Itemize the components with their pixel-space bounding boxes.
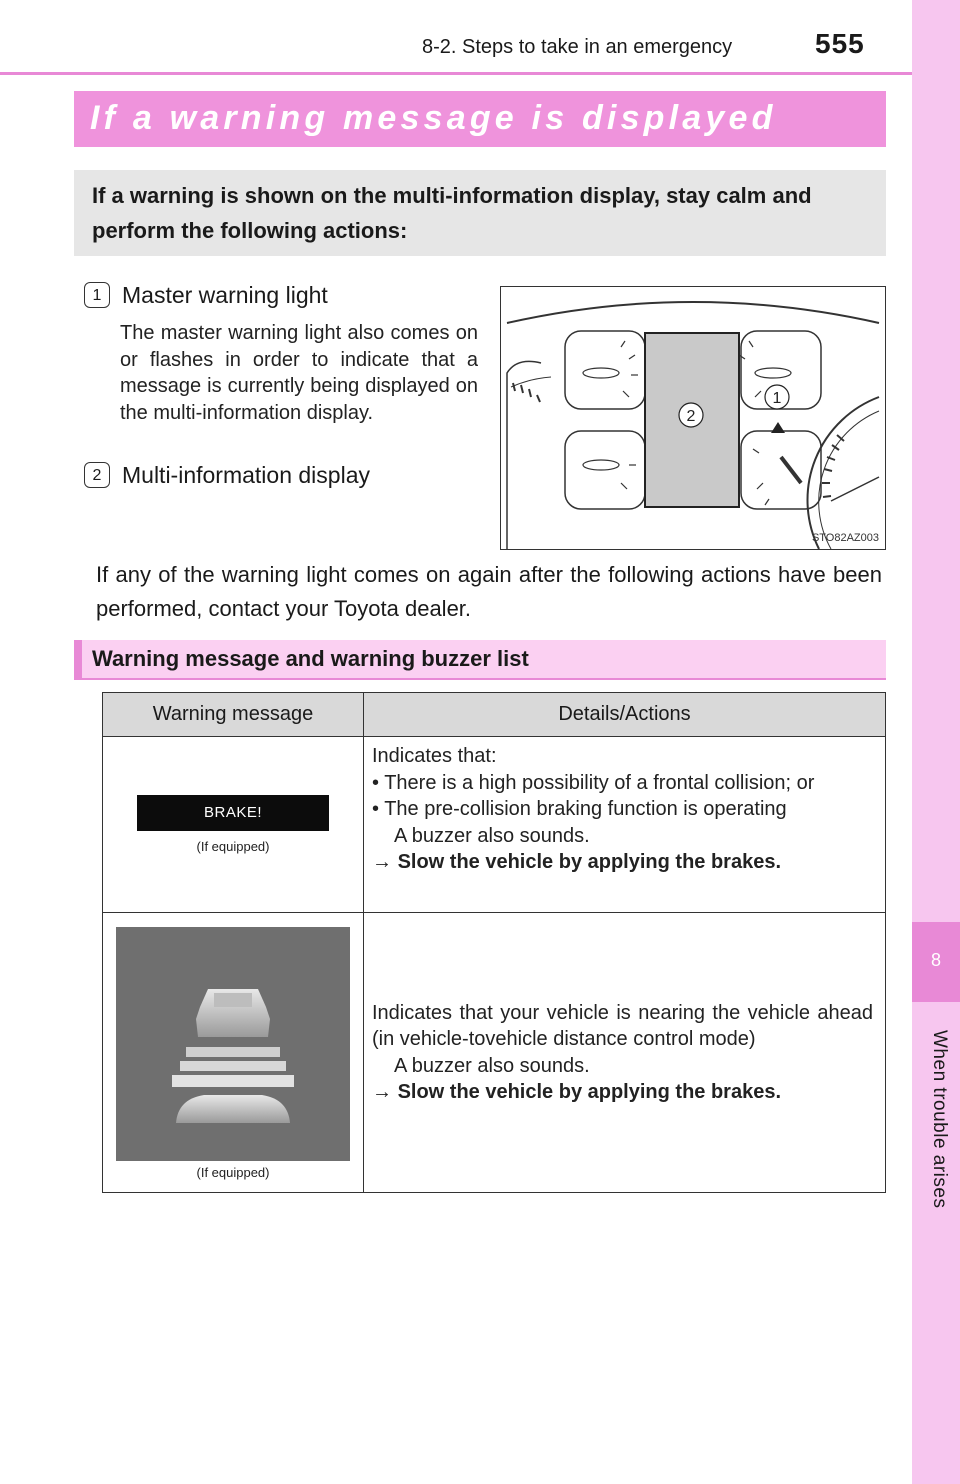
item-description-master-warning: The master warning light also comes on or flashes in order to indicate that a message is currently being displayed on the multi-information display. xyxy=(120,322,478,424)
message-cell-distance xyxy=(103,913,364,1193)
callout-badge-2: 2 xyxy=(84,462,110,488)
intro-text: If a warning is shown on the multi-information display, stay calm and perform the following actions: xyxy=(92,183,812,243)
message-cell-brake xyxy=(103,737,364,913)
details-action: → Slow the vehicle by applying the brakes. xyxy=(372,851,782,873)
details-bullet: • There is a high possibility of a frontal collision; or xyxy=(372,771,815,794)
details-extra: A buzzer also sounds. xyxy=(394,1054,590,1077)
table-header-message: Warning message xyxy=(103,693,364,737)
section-reference: 8-2. Steps to take in an emergency xyxy=(422,36,733,58)
chapter-title: When trouble arises xyxy=(929,1030,950,1209)
table-header-row xyxy=(103,693,886,737)
illustration-code: STO82AZ003 xyxy=(811,532,879,544)
item-title-master-warning: Master warning light xyxy=(122,282,328,308)
if-equipped-note: (If equipped) xyxy=(196,839,270,854)
callout-2-label: 2 xyxy=(686,408,696,425)
car-ahead-icon xyxy=(116,927,350,1161)
chapter-number: 8 xyxy=(930,950,941,970)
warning-message-table xyxy=(102,692,886,1193)
details-lead: Indicates that your vehicle is nearing the vehicle ahead (in vehicle-tovehicle distance control mode) xyxy=(372,1001,873,1050)
brake-warning-message: BRAKE! xyxy=(137,795,329,831)
header-rule xyxy=(0,72,912,75)
page-number: 555 xyxy=(815,28,865,59)
instrument-cluster-illustration xyxy=(500,286,886,550)
item-title-multi-info: Multi-information display xyxy=(122,462,370,488)
details-extra: A buzzer also sounds. xyxy=(394,824,590,847)
if-equipped-note: (If equipped) xyxy=(196,1165,270,1180)
contact-dealer-text: If any of the warning light comes on again after the following actions have been performed, contact your Toyota dealer. xyxy=(96,562,882,621)
details-cell-distance xyxy=(364,913,886,1193)
callout-badge-1: 1 xyxy=(84,282,110,308)
table-row xyxy=(103,913,886,1193)
details-cell-brake xyxy=(364,737,886,913)
subsection-title: Warning message and warning buzzer list xyxy=(92,646,529,671)
details-action: → Slow the vehicle by applying the brakes. xyxy=(372,1081,782,1103)
page-title: If a warning message is displayed xyxy=(90,99,777,137)
details-lead: Indicates that: xyxy=(372,745,497,767)
vehicle-approach-image xyxy=(116,927,350,1161)
subsection-underline xyxy=(74,678,886,680)
details-bullet: • The pre-collision braking function is operating xyxy=(372,798,787,820)
table-row xyxy=(103,737,886,913)
table-header-details: Details/Actions xyxy=(364,693,886,737)
callout-1-label: 1 xyxy=(772,390,782,407)
chapter-side-tab xyxy=(912,0,960,1484)
